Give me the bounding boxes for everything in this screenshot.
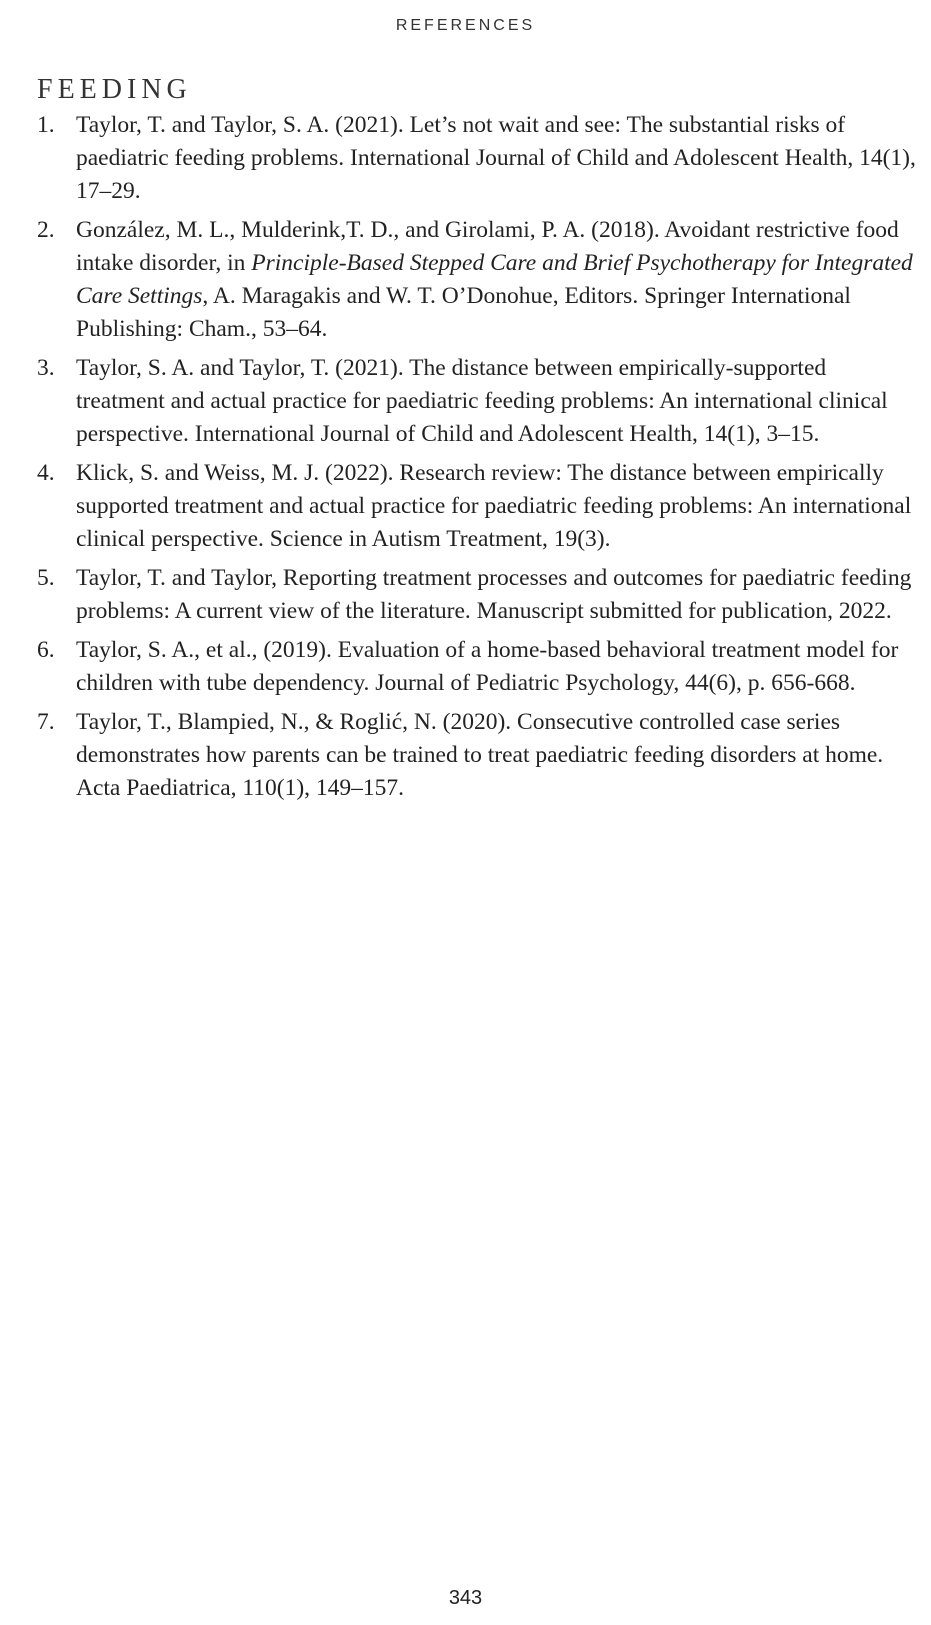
reference-text: Taylor, T. and Taylor, Reporting treatment processes and outcomes for paediatric feeding problems: A current view of the literature. Manuscript submitted for publication, 2022. <box>76 565 912 624</box>
reference-list <box>37 109 917 811</box>
reference-number: 3. <box>37 355 55 381</box>
reference-item <box>37 634 917 700</box>
reference-item <box>37 562 917 628</box>
reference-text <box>76 217 913 342</box>
reference-number: 6. <box>37 637 55 663</box>
running-head: REFERENCES <box>395 17 536 34</box>
reference-number: 4. <box>37 460 55 486</box>
reference-text-pre: González, M. L., Mulderink,T. D., and Girolami, P. A. (2018). Avoidant restrictive food intake disorder, in <box>76 217 899 276</box>
reference-item <box>37 457 917 556</box>
section-heading: FEEDING <box>37 74 192 105</box>
reference-text: Taylor, T. and Taylor, S. A. (2021). Let’s not wait and see: The substantial risks of paediatric feeding problems. International Journal of Child and Adolescent Health, 14(1), 17–29. <box>76 112 916 204</box>
reference-text-post: , A. Maragakis and W. T. O’Donohue, Editors. Springer International Publishing: Cham., 53–64. <box>76 283 851 342</box>
reference-text: Klick, S. and Weiss, M. J. (2022). Research review: The distance between empirically supported treatment and actual practice for paediatric feeding problems: An international clinical perspective. Science in Autism Treatment, 19(3). <box>76 460 912 552</box>
reference-number: 7. <box>37 709 55 735</box>
reference-text: Taylor, S. A., et al., (2019). Evaluation of a home-based behavioral treatment model for children with tube dependency. Journal of Pediatric Psychology, 44(6), p. 656-668. <box>76 637 899 696</box>
reference-number: 1. <box>37 112 55 138</box>
reference-item <box>37 214 917 346</box>
reference-number: 2. <box>37 217 55 243</box>
reference-text: Taylor, S. A. and Taylor, T. (2021). The distance between empirically-supported treatment and actual practice for paediatric feeding problems: An international clinical perspective. International Journal of Child and Adolescent Health, 14(1), 3–15. <box>76 355 888 447</box>
reference-item <box>37 706 917 805</box>
reference-book-title: Principle-Based Stepped Care and Brief Psychotherapy for Integrated Care Settings <box>76 250 913 309</box>
reference-item <box>37 352 917 451</box>
reference-number: 5. <box>37 565 55 591</box>
reference-item <box>37 109 917 208</box>
page-number: 343 <box>448 1587 483 1609</box>
reference-text: Taylor, T., Blampied, N., & Roglić, N. (2020). Consecutive controlled case series demonstrates how parents can be trained to treat paediatric feeding disorders at home. Acta Paediatrica, 110(1), 149–157. <box>76 709 884 801</box>
